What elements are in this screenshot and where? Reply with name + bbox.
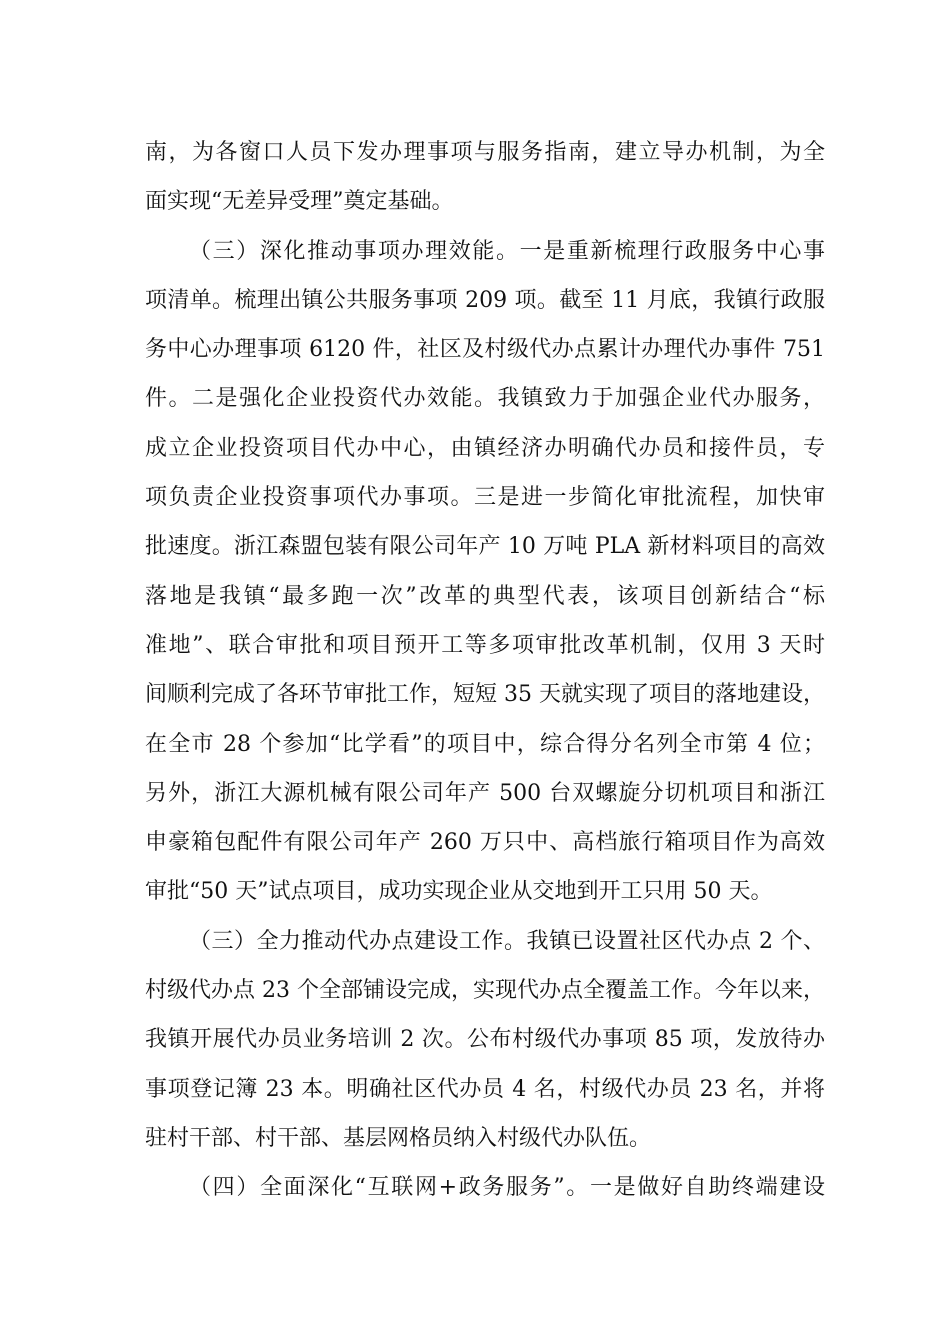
paragraph bbox=[145, 1163, 825, 1212]
text-line: 间顺利完成了各环节审批工作，短短 35 天就实现了项目的落地建设， bbox=[145, 682, 825, 708]
document-body bbox=[145, 128, 825, 1213]
text-line: 另外，浙江大源机械有限公司年产 500 台双螺旋分切机项目和浙江 bbox=[145, 780, 825, 806]
text-line: 村级代办点 23 个全部铺设完成，实现代办点全覆盖工作。今年以来， bbox=[145, 978, 825, 1004]
text-line: 项清单。梳理出镇公共服务事项 209 项。截至 11 月底，我镇行政服 bbox=[145, 287, 825, 313]
text-line: 落地是我镇“最多跑一次”改革的典型代表，该项目创新结合“标 bbox=[145, 583, 825, 609]
text-line: 我镇开展代办员业务培训 2 次。公布村级代办事项 85 项，发放待办 bbox=[145, 1027, 825, 1053]
text-line: 面实现“无差异受理”奠定基础。 bbox=[145, 189, 454, 215]
text-line: 成立企业投资项目代办中心，由镇经济办明确代办员和接件员，专 bbox=[145, 435, 825, 461]
text-line: 事项登记簿 23 本。明确社区代办员 4 名，村级代办员 23 名，并将 bbox=[145, 1076, 825, 1102]
text-line: 件。二是强化企业投资代办效能。我镇致力于加强企业代办服务， bbox=[145, 386, 825, 412]
text-line: 项负责企业投资事项代办事项。三是进一步简化审批流程，加快审 bbox=[145, 485, 825, 511]
text-line: 审批“50 天”试点项目，成功实现企业从交地到开工只用 50 天。 bbox=[145, 879, 773, 905]
text-line: 准地”、联合审批和项目预开工等多项审批改革机制，仅用 3 天时 bbox=[145, 632, 825, 658]
paragraph bbox=[145, 227, 825, 917]
paragraph bbox=[145, 917, 825, 1163]
text-line: 在全市 28 个参加“比学看”的项目中，综合得分名列全市第 4 位； bbox=[145, 731, 825, 757]
text-line: 申豪箱包配件有限公司年产 260 万只中、高档旅行箱项目作为高效 bbox=[145, 830, 825, 856]
paragraph bbox=[145, 128, 825, 227]
text-line: （四）全面深化“互联网+政务服务”。一是做好自助终端建设 bbox=[189, 1175, 825, 1201]
text-line: 批速度。浙江森盟包装有限公司年产 10 万吨 PLA 新材料项目的高效 bbox=[145, 534, 825, 560]
text-line: 驻村干部、村干部、基层网格员纳入村级代办队伍。 bbox=[145, 1125, 652, 1151]
text-line: （三）全力推动代办点建设工作。我镇已设置社区代办点 2 个、 bbox=[189, 928, 825, 954]
text-line: 务中心办理事项 6120 件，社区及村级代办点累计办理代办事件 751 bbox=[145, 337, 825, 363]
text-line: 南，为各窗口人员下发办理事项与服务指南，建立导办机制，为全 bbox=[145, 140, 825, 165]
text-line: （三）深化推动事项办理效能。一是重新梳理行政服务中心事 bbox=[189, 238, 825, 264]
